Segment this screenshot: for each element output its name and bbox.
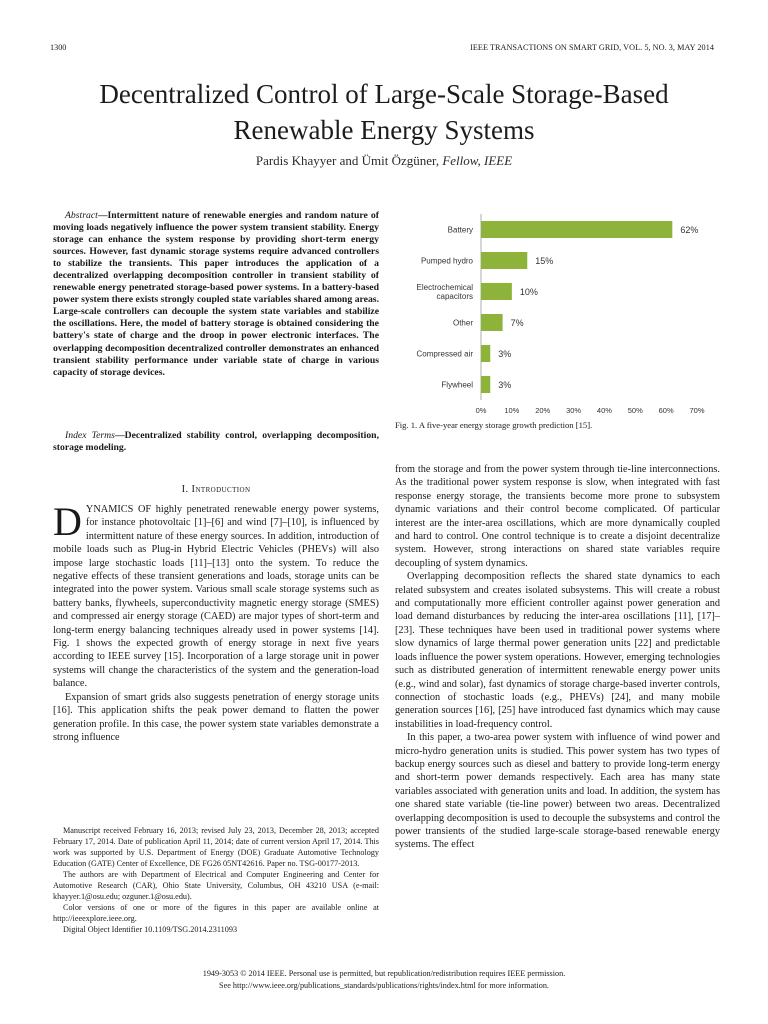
section-title: Introduction — [191, 484, 251, 495]
bar-chart — [395, 208, 720, 413]
category-label: Flywheel — [441, 380, 473, 390]
bar — [481, 252, 527, 269]
author-names: Pardis Khayyer and Ümit Özgüner, — [255, 153, 440, 168]
introduction-text — [53, 499, 379, 744]
data-label: 3% — [498, 349, 512, 359]
section-number: I. — [181, 484, 189, 495]
running-head — [50, 43, 714, 55]
data-label: 3% — [498, 380, 512, 390]
figure-caption: Fig. 1. A five-year energy storage growth prediction [15]. — [395, 420, 593, 430]
x-tick-label: 20% — [535, 406, 551, 413]
index-terms-label: Index Terms — [65, 430, 115, 441]
journal-name: IEEE TRANSACTIONS ON SMART GRID, VOL. 5, NO. 3, MAY 2014 — [470, 43, 714, 52]
footnote-dates: Manuscript received February 16, 2013; revised July 23, 2013, December 28, 2013; accepted February 17, 2014. Date of publication April 11, 2014; date of current version April 17, 2014. This work was supported by U.S. Department of Energy (DOE) Graduate Automotive Technology Education (GATE) Center of Excellence, DE FG26 05NT42616. Paper no. TSG-00177-2013. — [53, 826, 379, 868]
intro-paragraph-2: Expansion of smart grids also suggests penetration of energy storage units [16]. This application shifts the peak power demand to flatten the power generation profile. In this case, the power system state variables demonstrate a strong influence — [53, 691, 379, 743]
index-terms — [53, 430, 379, 454]
data-label: 62% — [680, 225, 699, 235]
footnote-doi: Digital Object Identifier 10.1109/TSG.2014.2311093 — [63, 925, 238, 934]
data-label: 10% — [519, 287, 538, 297]
category-label: Battery — [447, 225, 473, 235]
x-tick-label: 30% — [566, 406, 582, 413]
bar — [481, 221, 672, 238]
drop-cap: D — [53, 499, 82, 544]
footnote-color: Color versions of one or more of the figures in this paper are available online at http://ieeexplore.ieee.org. — [53, 903, 379, 923]
category-label: Pumped hydro — [420, 256, 473, 266]
bar — [481, 314, 503, 331]
paper-title: Decentralized Control of Large-Scale Storage-Based Renewable Energy Systems — [99, 79, 669, 145]
abstract — [53, 210, 379, 379]
author-grade: Fellow, IEEE — [442, 153, 513, 168]
abstract-text: —Intermittent nature of renewable energies and random nature of moving loads negatively influence the power system transient stability. Energy storage can enhance the system response by providing short-term energy sources. However, fast dynamic storage systems require advanced controllers to stabilize the transients. This paper introduces the application of a decentralized overlapping decomposition controller in transient stability of renewable energy penetrated storage-based power systems. In a battery-based power system there exists strongly coupled state variables shared among areas. Large-scale controllers can decouple the system state variables and stabilize the oscillations. Here, the model of battery storage is obtained considering the battery's state of charge and the droop in power electronic interfaces. The overlapping decomposition decentralized controller demonstrates an enhanced transient stability performance under variable state of charge in various capacity of storage devices. — [53, 210, 379, 378]
right-paragraph-3: In this paper, a two-area power system with influence of wind power and micro-hydro generation units is studied. This power system has two types of backup energy sources such as diesel and battery to provide long-term energy and short-term power demands respectively. Each area has many state variables associated with generation units and load. In addition, the system has one shared state variable (tie-line power) between two areas. Decentralized overlapping decomposition is used to decouple the subsystems and control the power transients of the studied large-scale storage-based renewable energy systems. The effect — [395, 732, 720, 851]
copyright-line-2: See http://www.ieee.org/publications_standards/publications/rights/index.html for more information. — [219, 981, 549, 990]
data-label: 15% — [535, 256, 554, 266]
x-tick-label: 70% — [689, 406, 705, 413]
section-heading — [53, 484, 379, 495]
bar — [481, 376, 490, 393]
figure-1 — [395, 208, 720, 413]
category-label: Other — [452, 318, 473, 328]
x-tick-label: 50% — [627, 406, 643, 413]
bar — [481, 345, 490, 362]
index-terms-text: —Decentralized stability control, overlapping decomposition, storage modeling. — [53, 430, 379, 453]
author-line — [40, 153, 728, 169]
x-tick-label: 0% — [475, 406, 487, 413]
abstract-label: Abstract — [65, 210, 98, 221]
x-tick-label: 40% — [596, 406, 612, 413]
page-number: 1300 — [50, 43, 67, 52]
data-label: 7% — [510, 318, 524, 328]
bar — [481, 283, 512, 300]
intro-paragraph-1: YNAMICS OF highly penetrated renewable energy power systems, for instance photovoltaic [1]–[6] and wind [7]–[10], is influenced by intermittent nature of these energy sources. In addition, introduction of mobile loads such as Plug-in Hybrid Electric Vehicles (PHEVs) will also impose large stochastic loads [11]–[13] onto the system. To reduce the negative effects of these transient generations and loads, storage units can be integrated into the power system. Various small scale storage systems such as battery banks, flywheels, superconductivity magnetic energy storage (SMES) and compressed air energy storage (CAED) are major types of short-term and long-term energy balancing techniques already used in power systems [14]. Fig. 1 shows the expected growth of energy storage in next five years according to IEEE survey [15]. Incorporation of a large storage unit in power systems will change the characteristics of the system and the generation-load balance. — [53, 504, 379, 690]
copyright-notice — [40, 968, 728, 992]
footnote — [53, 825, 379, 935]
right-paragraph-2: Overlapping decomposition reflects the shared state dynamics to each related subsystem and creates isolated subsystems. This will create a robust and computationally more efficient controller against power generation and load demand disturbances by reducing the inter-area oscillations [11], [17]–[23]. These techniques have been used in traditional power systems where slow dynamics of large thermal power generation units [22] and predictable loads influence the power system operations. However, emerging technologies such as distributed generation of intermittent renewable energy power units (e.g., wind and solar), fast dynamics of storage charge-based inverter controls, connection of stochastic loads (e.g., PHEVs) [24], and many mobile generation sources [16], [25] have introduced fast dynamics which may cause instabilities in load-frequency control. — [395, 571, 720, 730]
x-tick-label: 10% — [504, 406, 520, 413]
right-column-text — [395, 463, 720, 852]
right-paragraph-1: from the storage and from the power system through tie-line interconnections. As the traditional power system response is slow, when integrated with fast response energy storage, the transients become more prone to subsystem dynamic variations and their control become complicated. Of particular interest are the inter-area oscillations, which are more dynamically coupled and hard to control. One control technique is to create a disjoint decentralize system. However, strong interactions on shared state variables require decoupling of system dynamics. — [395, 464, 720, 569]
x-tick-label: 60% — [658, 406, 674, 413]
category-label: Electrochemical capacitors — [416, 283, 473, 301]
category-label: Compressed air — [416, 349, 473, 359]
copyright-line-1: 1949-3053 © 2014 IEEE. Personal use is permitted, but republication/redistribution requires IEEE permission. — [202, 969, 566, 978]
footnote-affiliation: The authors are with Department of Electrical and Computer Engineering and Center for Automotive Research (CAR), Ohio State University, Columbus, OH 43210 USA (e-mail: khayyer.1@osu.edu; ozguner.1@osu.edu). — [53, 870, 379, 901]
